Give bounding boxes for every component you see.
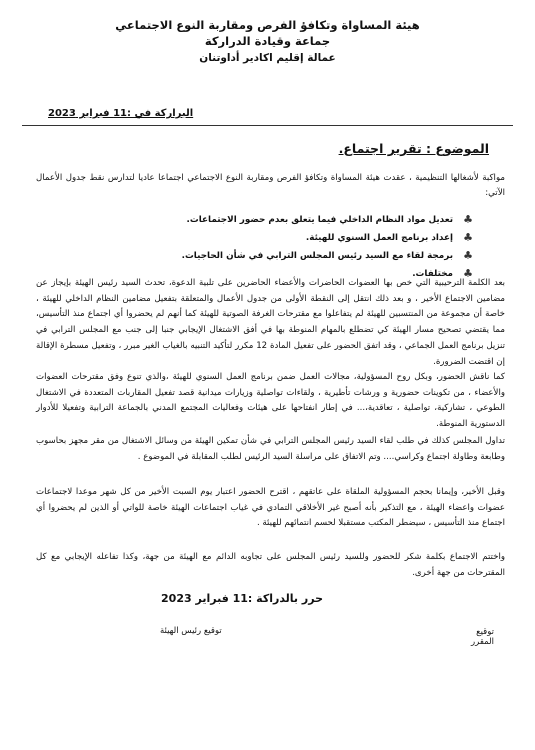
agenda-item: ♣ إعداد برنامج العمل السنوي للهيئة. xyxy=(60,229,473,247)
closing-date: حرر بالدراكة :11 فبراير 2023 xyxy=(161,592,323,605)
body-paragraph: تداول المجلس كذلك في طلب لقاء السيد رئيس المجلس الترابي في شأن تمكين الهيئة من وسائل الاشتغال من مقر مجهز بحاسوب وطابعة وطاولة اجتماع وكراسي.... وتم الاتفاق على مراسلة السيد الرئيس لطلب المقابلة في الموضوع . xyxy=(36,436,505,462)
agenda-item: ♣ مختلفات. xyxy=(60,265,473,283)
chair-signature-label: توقيع رئيس الهيئة xyxy=(160,626,222,636)
org-name: هيئة المساواة وتكافؤ الفرص ومقاربة النوع الاجتماعي xyxy=(115,18,420,32)
agenda-item: ♣ برمجة لقاء مع السيد رئيس المجلس الترابي في شأن الحاجيات. xyxy=(60,247,473,265)
body-paragraph: بعد الكلمة الترحيبية التي خص بها العضوات الحاضرات والأعضاء الحاضرين على تلبية الدعوة، تحدث السيد رئيس الهيئة بإيجاز عن مضامين الاجتماع الأخير ، و بعد ذلك انتقل إلى النقطة الأولى من جدول الأعمال والمتعلقة بتفعيل مضامين النظام الداخلي للهيئة ، خاصة أن مجموعة من المنتسبين للهيئة لم يتفاعلوا مع مقترحات الغرفة الصوتية للهيئة كما أنهم لم يحضروا أي اجتماع منذ التأسيس، مما يقتضي تصحيح مسار الهيئة كي تضطلع بالمهام المنوطة بها في أفق الاشتغال الإيجابي جنبا إلى جنب مع المجلس الترابي في تنزيل برنامج العمل الجماعي ، وقد اتفق الحضور على تفعيل المادة 12 مكرر لتأكيد التنبيه بالغياب الغير مبرر ، وتفعيل مسطرة الإقالة إن اقتضت الضرورة. xyxy=(36,278,505,367)
commune-name: جماعة وقيادة الدراركة xyxy=(204,34,331,48)
subject-title: الموضوع : تقرير اجتماع. xyxy=(338,141,489,156)
prefecture-name: عمالة إقليم اكادير أداوتنان xyxy=(199,52,336,64)
intro-paragraph: مواكبة لأشغالها التنظيمية ، عقدت هيئة المساواة وتكافؤ الفرص ومقاربة النوع الاجتماعي اجتماعا عاديا لتدارس نقط جدول الأعمال الآتي: xyxy=(36,173,505,198)
bullet-icon: ♣ xyxy=(463,213,473,226)
body-paragraph: واختتم الاجتماع بكلمة شكر للحضور وللسيد رئيس المجلس على تجاوبه الدائم مع الهيئة من جهة، وكذا تفاعله الإيجابي مع كل المقترحات من جهة أخرى. xyxy=(36,552,505,578)
bullet-icon: ♣ xyxy=(463,267,473,280)
body-paragraph: كما ناقش الحضور، وبكل روح المسؤولية، مجالات العمل ضمن برنامج العمل السنوي للهيئة ،والذي تنوع وفق مقترحات العضوات والأعضاء ، من تكوينات حضورية و ورشات تأطيرية ، ولقاءات تواصلية وزيارات ميدانية قصد تفعيل المقاربات المتعددة في الاشتغال الطوعي ، تشاركية، تواصلية ، تعاقدية،... في إطار انفتاحها على هيئات وفعاليات المجتمع المدني بالجماعة الترابية وتفعيلا للأدوار الدستورية المنوطة. xyxy=(36,372,505,430)
body-paragraph: وقبل الأخير، وإيمانا بحجم المسؤولية الملقاة على عاتقهم ، اقترح الحضور اعتبار يوم السبت الأخير من كل شهر موعدا لاجتماعات عضوات واعضاء الهيئة ، مع التذكير بأنه أصبح غير الأخلاقي التمادي في غياب اجتماعات الهيئة خاصة للواتي أو الذين لم يحضروا أي اجتماع منذ التأسيس ، سيضطر المكتب مستقبلا لحسم انتمائهم للهيئة . xyxy=(36,487,505,529)
bullet-icon: ♣ xyxy=(463,249,473,262)
date-line: البراركة في :11 فبراير 2023 xyxy=(48,108,194,119)
agenda-list xyxy=(60,211,473,283)
header-divider xyxy=(22,125,513,126)
rapporteur-signature-label: توقيع المقرر xyxy=(471,627,494,647)
agenda-item: ♣ تعديل مواد النظام الداخلي فيما يتعلق بعدم حضور الاجتماعات. xyxy=(60,211,473,229)
bullet-icon: ♣ xyxy=(463,231,473,244)
